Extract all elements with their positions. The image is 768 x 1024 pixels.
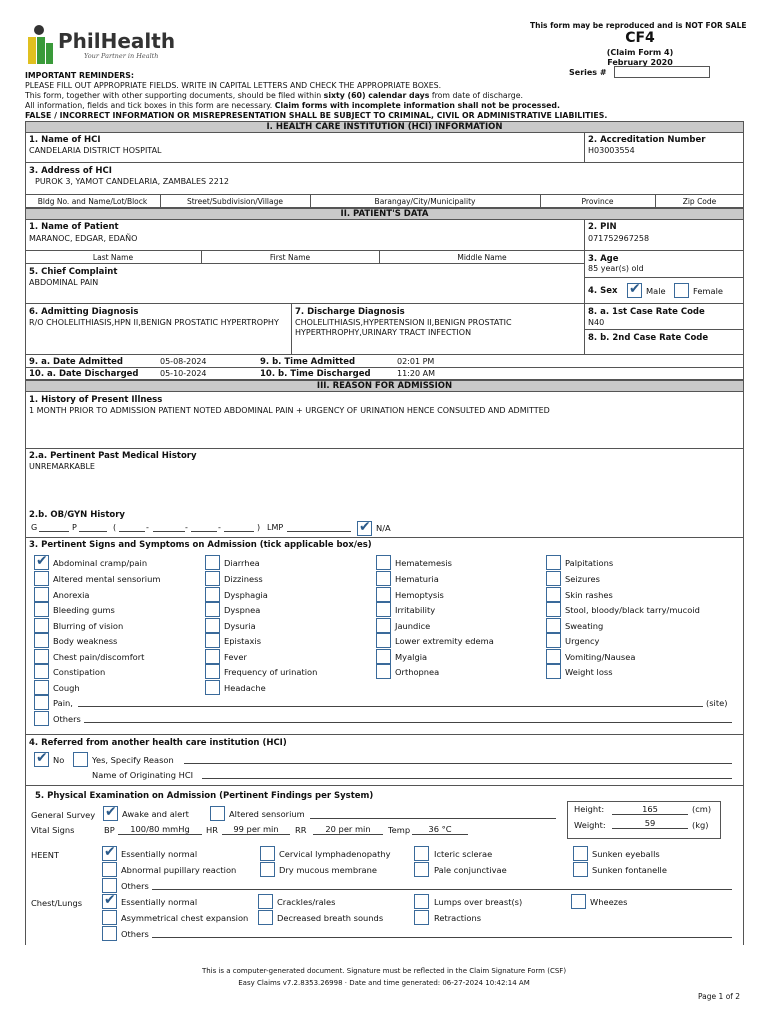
general-survey-label: General Survey [31,810,96,820]
obgyn-open-paren: ( [113,523,117,532]
obgyn-na-label: N/A [376,523,391,533]
heent-normal-label: Essentially normal [121,849,198,859]
sign-palpitations-checkbox[interactable] [546,555,561,570]
sign-jaundice-label: Jaundice [395,621,431,631]
height-value[interactable]: 165 [642,804,658,814]
originating-hci-input[interactable] [202,778,732,779]
sign-bleeding-gums-label: Bleeding gums [53,605,115,615]
sign-dizziness-label: Dizziness [224,574,263,584]
sign-frequency-urination-label: Frequency of urination [224,667,318,677]
series-label: Series # [569,68,607,77]
pmh-value[interactable]: UNREMARKABLE [29,462,95,471]
weight-value[interactable]: 59 [644,818,656,828]
hci-name-value[interactable]: CANDELARIA DISTRICT HOSPITAL [29,146,162,155]
weight-label: Weight: [574,820,606,830]
sign-lower-extremity-edema-checkbox[interactable] [376,633,391,648]
footer-generated: Easy Claims v7.2.8353.26998 · Date and time generated: 06-27-2024 10:42:14 AM [238,979,530,987]
obgyn-dash-2: - [185,523,188,532]
not-for-sale-notice: This form may be reproduced and is NOT FOR SALE [530,21,747,30]
sign-myalgia-checkbox[interactable] [376,649,391,664]
name-col-first: First Name [269,253,311,262]
heent-others-input[interactable] [152,889,732,890]
rr-value[interactable]: 20 per min [325,824,371,834]
section-2-header: II. PATIENT'S DATA [25,208,744,220]
sign-pain-label: Pain, [53,698,73,708]
sign-dysuria-label: Dysuria [224,621,256,631]
sign-urgency-label: Urgency [565,636,600,646]
time-admitted-value[interactable]: 02:01 PM [397,357,435,366]
hpi-label: 1. History of Present Illness [29,395,163,405]
addr-col-zip: Zip Code [682,197,717,206]
physical-exam-label: 5. Physical Examination on Admission (Pertinent Findings per System) [35,791,374,801]
heent-others-checkbox[interactable] [102,878,117,893]
referred-yes-label: Yes, Specify Reason [92,755,174,765]
awake-alert-label: Awake and alert [122,809,189,819]
chest-retractions-checkbox[interactable] [414,910,429,925]
sign-cough-checkbox[interactable] [34,680,49,695]
sign-seizures-label: Seizures [565,574,600,584]
sign-weight-loss-checkbox[interactable] [546,664,561,679]
reminders [25,71,745,121]
altered-sensorium-label: Altered sensorium [229,809,305,819]
temp-label: Temp [388,825,411,835]
case-rate-2-label: 8. b. 2nd Case Rate Code [588,333,709,343]
sign-vomiting-checkbox[interactable] [546,649,561,664]
form-name: (Claim Form 4) [606,48,674,57]
hpi-value[interactable]: 1 MONTH PRIOR TO ADMISSION PATIENT NOTED ABDOMINAL PAIN + URGENCY OF URINATION HENCE CONSULTED AND ADMITTED [29,406,550,415]
chest-retractions-label: Retractions [434,913,482,923]
sign-epistaxis-label: Epistaxis [224,636,262,646]
hci-address-value[interactable]: PUROK 3, YAMOT CANDELARIA, ZAMBALES 2212 [35,177,230,186]
age-value[interactable]: 85 year(s) old [588,264,644,273]
sign-headache-checkbox[interactable] [205,680,220,695]
sign-bleeding-gums-checkbox[interactable] [34,602,49,617]
referred-no-checkbox[interactable] [34,752,49,767]
case-rate-1-label: 8. a. 1st Case Rate Code [588,307,705,317]
sign-body-weakness-label: Body weakness [53,636,118,646]
heent-dry-mucous-checkbox[interactable] [260,862,275,877]
chest-decreased-breath-checkbox[interactable] [258,910,273,925]
name-col-middle: Middle Name [457,253,507,262]
chest-others-label: Others [121,929,149,939]
sign-constipation-label: Constipation [53,667,106,677]
sign-hematuria-label: Hematuria [395,574,439,584]
time-discharged-label: 10. b. Time Discharged [260,369,371,379]
addr-col-province: Province [581,197,614,206]
sign-altered-mental-checkbox[interactable] [34,571,49,586]
sign-vomiting-label: Vomiting/Nausea [565,652,636,662]
sign-diarrhea-label: Diarrhea [224,558,260,568]
pain-site-label: (site) [706,698,728,708]
sign-sweating-checkbox[interactable] [546,618,561,633]
referred-yes-checkbox[interactable] [73,752,88,767]
sign-frequency-urination-checkbox[interactable] [205,664,220,679]
obgyn-dash-1: - [146,523,149,532]
heent-icteric-label: Icteric sclerae [434,849,493,859]
patient-name-label: 1. Name of Patient [29,222,119,232]
addr-col-barangay: Barangay/City/Municipality [374,197,476,206]
referred-label: 4. Referred from another health care institution (HCI) [29,738,287,748]
sign-blurring-vision-label: Blurring of vision [53,621,124,631]
sign-seizures-checkbox[interactable] [546,571,561,586]
hci-name-label: 1. Name of HCI [29,135,101,145]
sign-irritability-checkbox[interactable] [376,602,391,617]
chest-others-input[interactable] [152,937,732,938]
sign-altered-mental-label: Altered mental sensorium [53,574,161,584]
sign-headache-label: Headache [224,683,266,693]
sign-chest-pain-checkbox[interactable] [34,649,49,664]
sign-chest-pain-label: Chest pain/discomfort [53,652,145,662]
sign-cough-label: Cough [53,683,80,693]
sign-hematemesis-checkbox[interactable] [376,555,391,570]
sign-orthopnea-label: Orthopnea [395,667,440,677]
sign-palpitations-label: Palpitations [565,558,614,568]
case-rate-1-value[interactable]: N40 [588,318,605,327]
section-1-header: I. HEALTH CARE INSTITUTION (HCI) INFORMATION [25,121,744,133]
originating-hci-label: Name of Originating HCI [92,770,194,780]
chest-normal-label: Essentially normal [121,897,198,907]
sign-urgency-checkbox[interactable] [546,633,561,648]
chest-label: Chest/Lungs [31,898,83,908]
sign-orthopnea-checkbox[interactable] [376,664,391,679]
addr-col-street: Street/Subdivision/Village [186,197,283,206]
heent-pupillary-checkbox[interactable] [102,862,117,877]
sign-dyspnea-checkbox[interactable] [205,602,220,617]
heent-normal-checkbox[interactable] [102,846,117,861]
form-date: February 2020 [607,58,673,67]
sex-female-checkbox[interactable] [674,283,689,298]
reminders-title: IMPORTANT REMINDERS: [25,71,135,80]
altered-sensorium-checkbox[interactable] [210,806,225,821]
date-admitted-label: 9. a. Date Admitted [29,357,124,367]
sign-anorexia-checkbox[interactable] [34,587,49,602]
bp-label: BP [104,825,115,835]
sign-others-input[interactable] [84,722,732,723]
awake-alert-checkbox[interactable] [103,806,118,821]
sign-jaundice-checkbox[interactable] [376,618,391,633]
sign-hematemesis-label: Hematemesis [395,558,453,568]
heent-label: HEENT [31,850,59,860]
sign-diarrhea-checkbox[interactable] [205,555,220,570]
temp-value[interactable]: 36 °C [428,824,452,834]
sign-others-checkbox[interactable] [34,711,49,726]
heent-icteric-checkbox[interactable] [414,846,429,861]
heent-pupillary-label: Abnormal pupillary reaction [121,865,237,875]
sign-others-label: Others [53,714,81,724]
sign-fever-checkbox[interactable] [205,649,220,664]
bp-value[interactable]: 100/80 mmHg [130,824,190,834]
date-discharged-value[interactable]: 05-10-2024 [160,369,207,378]
height-unit: (cm) [692,804,712,814]
referred-no-label: No [53,755,65,765]
sign-dysphagia-label: Dysphagia [224,590,268,600]
obgyn-close-paren: ) [257,523,261,532]
brand-tagline: Your Partner in Health [84,52,159,60]
sign-dysuria-checkbox[interactable] [205,618,220,633]
referral-reason-input[interactable] [184,763,732,764]
chest-asymmetrical-label: Asymmetrical chest expansion [121,913,249,923]
sex-label: 4. Sex [588,286,618,296]
time-discharged-value[interactable]: 11:20 AM [397,369,435,378]
time-admitted-label: 9. b. Time Admitted [260,357,356,367]
admitting-diagnosis-value[interactable]: R/O CHOLELITHIASIS,HPN II,BENIGN PROSTATIC HYPERTROPHY [29,318,279,327]
obgyn-p-label: P [72,523,77,532]
heent-cervical-label: Cervical lymphadenopathy [279,849,391,859]
altered-sensorium-input[interactable] [310,818,556,819]
reminders-line4: FALSE / INCORRECT INFORMATION OR MISREPRESENTATION SHALL BE SUBJECT TO CRIMINAL, CIVIL OR ADMINISTRATIVE LIABILITIES. [25,111,608,120]
chest-normal-checkbox[interactable] [102,894,117,909]
sign-dysphagia-checkbox[interactable] [205,587,220,602]
addr-col-bldg: Bldg No. and Name/Lot/Block [37,197,148,206]
sign-lower-extremity-edema-label: Lower extremity edema [395,636,494,646]
heent-sunken-fontanelle-checkbox[interactable] [573,862,588,877]
obgyn-dash-3: - [218,523,221,532]
sign-constipation-checkbox[interactable] [34,664,49,679]
obgyn-lmp-label: LMP [267,523,284,532]
sign-dizziness-checkbox[interactable] [205,571,220,586]
sign-abdominal-cramp-label: Abdominal cramp/pain [53,558,148,568]
heent-sunken-eyeballs-label: Sunken eyeballs [592,849,660,859]
patient-name-value[interactable]: MARANOC, EDGAR, EDAÑO [29,234,138,243]
sign-hemoptysis-checkbox[interactable] [376,587,391,602]
height-label: Height: [574,804,605,814]
chest-lumps-checkbox[interactable] [414,894,429,909]
sign-irritability-label: Irritability [395,605,436,615]
sign-stool-bloody-label: Stool, bloody/black tarry/mucoid [565,605,700,615]
chest-decreased-breath-label: Decreased breath sounds [277,913,384,923]
heent-pale-conjunctivae-label: Pale conjunctivae [434,865,507,875]
chief-complaint-label: 5. Chief Complaint [29,267,118,277]
hr-value[interactable]: 99 per min [233,824,279,834]
accreditation-label: 2. Accreditation Number [588,135,706,145]
sex-female-label: Female [693,286,723,296]
sign-hematuria-checkbox[interactable] [376,571,391,586]
sign-body-weakness-checkbox[interactable] [34,633,49,648]
chest-wheezes-label: Wheezes [590,897,628,907]
sign-skin-rashes-checkbox[interactable] [546,587,561,602]
sex-male-checkbox[interactable] [627,283,642,298]
accreditation-value[interactable]: H03003554 [588,146,635,155]
heent-pale-conjunctivae-checkbox[interactable] [414,862,429,877]
weight-unit: (kg) [692,820,709,830]
sign-weight-loss-label: Weight loss [565,667,613,677]
chest-wheezes-checkbox[interactable] [571,894,586,909]
sign-epistaxis-checkbox[interactable] [205,633,220,648]
date-admitted-value[interactable]: 05-08-2024 [160,357,207,366]
name-col-last: Last Name [92,253,134,262]
chest-crackles-label: Crackles/rales [277,897,336,907]
chest-lumps-label: Lumps over breast(s) [434,897,523,907]
sign-myalgia-label: Myalgia [395,652,428,662]
date-discharged-label: 10. a. Date Discharged [29,369,139,379]
footer-note: This is a computer-generated document. Signature must be reflected in the Claim Signature Form (CSF) [201,967,567,975]
sign-pain-checkbox[interactable] [34,695,49,710]
chief-complaint-value[interactable]: ABDOMINAL PAIN [29,278,99,287]
discharge-diagnosis-value[interactable]: CHOLELITHIASIS,HYPERTENSION II,BENIGN PROSTATIC HYPERTHROPHY,URINARY TRACT INFECTION [295,318,512,337]
pain-site-input[interactable] [78,706,703,707]
chest-others-checkbox[interactable] [102,926,117,941]
sign-skin-rashes-label: Skin rashes [565,590,613,600]
page-number: Page 1 of 2 [698,992,741,1001]
sign-abdominal-cramp-checkbox[interactable] [34,555,49,570]
heent-others-label: Others [121,881,149,891]
heent-sunken-fontanelle-label: Sunken fontanelle [592,865,667,875]
section-3-header: III. REASON FOR ADMISSION [25,380,744,392]
sign-fever-label: Fever [224,652,247,662]
reminders-line1: PLEASE FILL OUT APPROPRIATE FIELDS. WRITE IN CAPITAL LETTERS AND CHECK THE APPROPRIATE BOXES. [25,81,442,90]
sign-hemoptysis-label: Hemoptysis [395,590,444,600]
heent-cervical-checkbox[interactable] [260,846,275,861]
signs-symptoms-label: 3. Pertinent Signs and Symptoms on Admission (tick applicable box/es) [29,540,372,550]
heent-dry-mucous-label: Dry mucous membrane [279,865,377,875]
vital-signs-label: Vital Signs [31,825,75,835]
pin-value[interactable]: 071752967258 [588,234,650,243]
admitting-diagnosis-label: 6. Admitting Diagnosis [29,307,139,317]
sign-stool-bloody-checkbox[interactable] [546,602,561,617]
obgyn-label: 2.b. OB/GYN History [29,510,125,520]
sign-blurring-vision-checkbox[interactable] [34,618,49,633]
hci-address-label: 3. Address of HCI [29,166,112,176]
philhealth-logo [26,24,176,66]
pin-label: 2. PIN [588,222,617,232]
hr-label: HR [206,825,219,835]
heent-sunken-eyeballs-checkbox[interactable] [573,846,588,861]
sex-male-label: Male [646,286,666,296]
obgyn-g-label: G [31,523,38,532]
chest-crackles-checkbox[interactable] [258,894,273,909]
sign-dyspnea-label: Dyspnea [224,605,261,615]
age-label: 3. Age [588,254,619,264]
sign-sweating-label: Sweating [565,621,604,631]
discharge-diagnosis-label: 7. Discharge Diagnosis [295,307,405,317]
pmh-label: 2.a. Pertinent Past Medical History [29,451,197,461]
rr-label: RR [295,825,307,835]
reminders-line3: All information, fields and tick boxes in this form are necessary. Claim forms with incomplete information shall not be processed. [25,101,560,110]
brand-name: PhilHealth [58,29,176,53]
sign-anorexia-label: Anorexia [53,590,90,600]
chest-asymmetrical-checkbox[interactable] [102,910,117,925]
form-code: CF4 [625,30,655,46]
reminders-line2: This form, together with other supporting documents, should be filed within sixty (60) calendar days from date of discharge. [25,91,523,100]
obgyn-na-checkbox[interactable] [357,521,372,536]
logo-person-icon [26,24,56,66]
